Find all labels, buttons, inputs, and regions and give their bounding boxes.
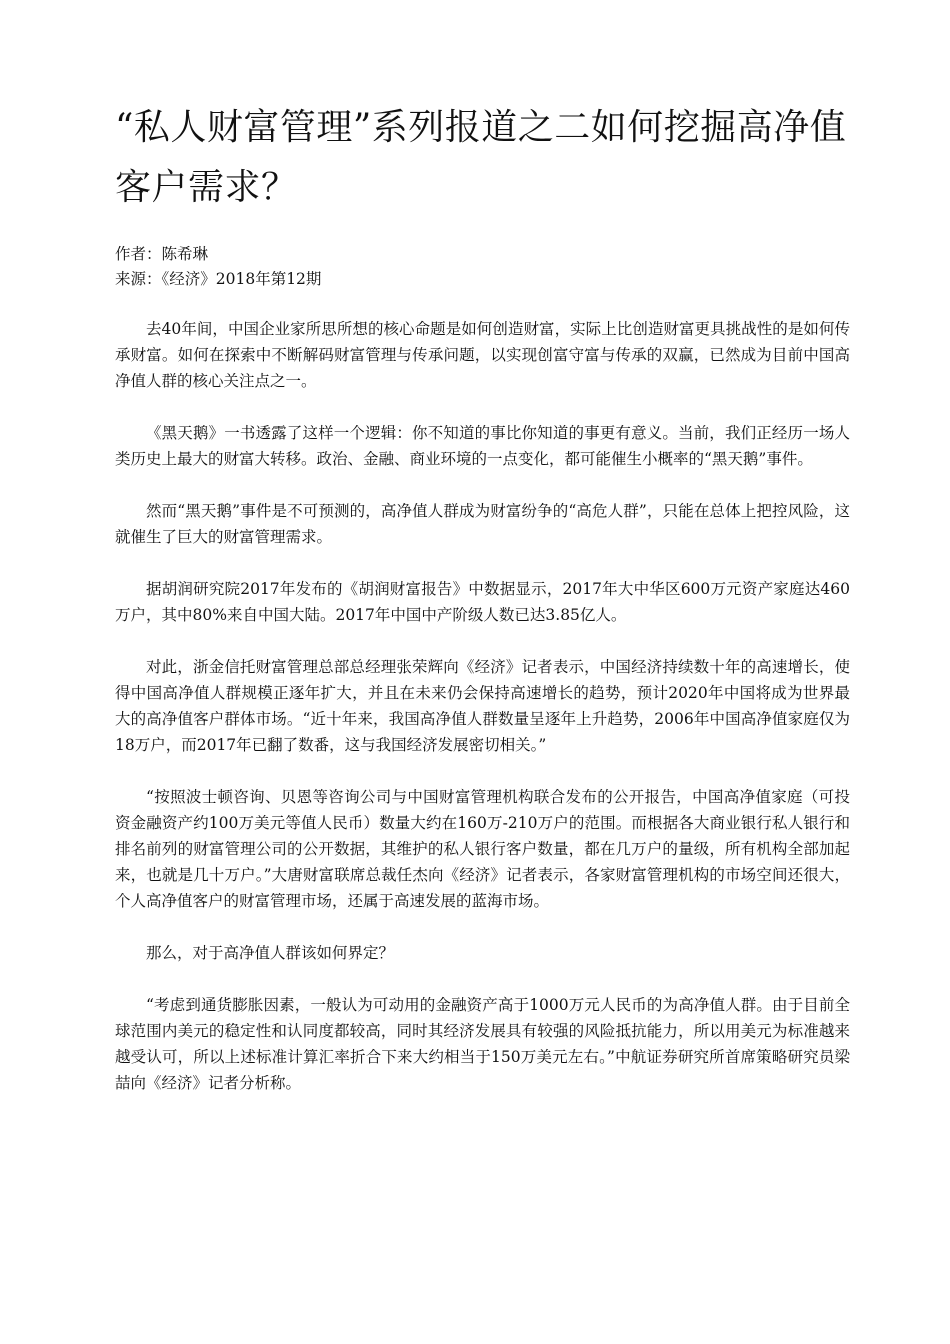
article-paragraph: “考虑到通货膨胀因素，一般认为可动用的金融资产高于1000万元人民币的为高净值人群。由于目前全球范围内美元的稳定性和认同度都较高，同时其经济发展具有较强的风险抵抗能力，所以用美元为标准越来越受认可，所以上述标准计算汇率折合下来大约相当于150万美元左右。”中航证券研究所首席策略研究员梁喆向《经济》记者分析称。 (115, 996, 850, 1092)
article-paragraph: 去40年间，中国企业家所思所想的核心命题是如何创造财富，实际上比创造财富更具挑战性的是如何传承财富。如何在探索中不断解码财富管理与传承问题，以实现创富守富与传承的双赢，已然成为目前中国高净值人群的核心关注点之一。 (115, 320, 850, 390)
article-meta (115, 242, 850, 292)
article-body (115, 316, 850, 1096)
article-paragraph: “按照波士顿咨询、贝恩等咨询公司与中国财富管理机构联合发布的公开报告，中国高净值家庭（可投资金融资产约100万美元等值人民币）数量大约在160万-210万户的范围。而根据各大商业银行私人银行和排名前列的财富管理公司的公开数据，其维护的私人银行客户数量，都在几万户的量级，所有机构全部加起来，也就是几十万户。”大唐财富联席总裁任杰向《经济》记者表示，各家财富管理机构的市场空间还很大，个人高净值客户的财富管理市场，还属于高速发展的蓝海市场。 (115, 788, 850, 910)
article-paragraph: 然而“黑天鹅”事件是不可预测的，高净值人群成为财富纷争的“高危人群”，只能在总体上把控风险，这就催生了巨大的财富管理需求。 (115, 502, 850, 546)
article-paragraph: 对此，浙金信托财富管理总部总经理张荣辉向《经济》记者表示，中国经济持续数十年的高速增长，使得中国高净值人群规模正逐年扩大，并且在未来仍会保持高速增长的趋势，预计2020年中国将成为世界最大的高净值客户群体市场。“近十年来，我国高净值人群数量呈逐年上升趋势，2006年中国高净值家庭仅为18万户，而2017年已翻了数番，这与我国经济发展密切相关。” (115, 658, 850, 754)
article-source: 来源：《经济》2018年第12期 (115, 270, 322, 288)
article-paragraph: 据胡润研究院2017年发布的《胡润财富报告》中数据显示，2017年大中华区600万元资产家庭达460万户，其中80%来自中国大陆。2017年中国中产阶级人数已达3.85亿人。 (115, 580, 850, 624)
article-title: “私人财富管理”系列报道之二如何挖掘高净值客户需求？ (115, 107, 847, 208)
article-author: 作者：陈希琳 (115, 245, 209, 263)
article-paragraph: 《黑天鹅》一书透露了这样一个逻辑：你不知道的事比你知道的事更有意义。当前，我们正经历一场人类历史上最大的财富大转移。政治、金融、商业环境的一点变化，都可能催生小概率的“黑天鹅”事件。 (115, 424, 850, 468)
article-paragraph: 那么，对于高净值人群该如何界定？ (146, 944, 395, 962)
article-page (115, 98, 850, 1122)
